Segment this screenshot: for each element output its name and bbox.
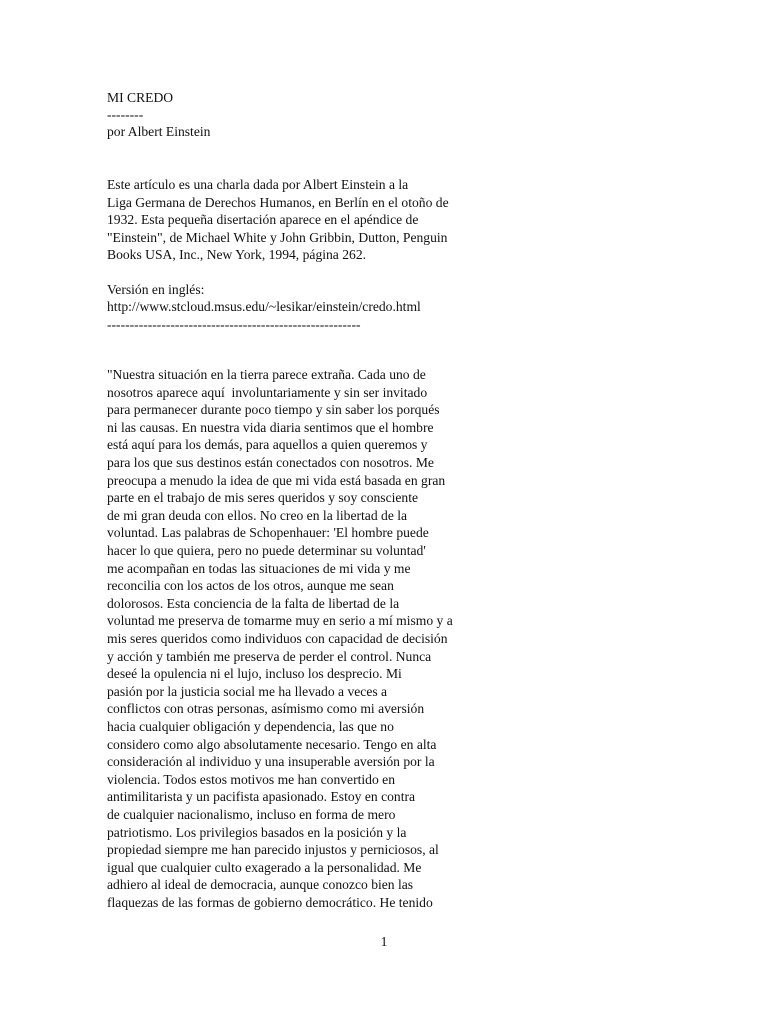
body-line: consideración al individuo y una insuperable aversión por la [107, 754, 435, 770]
body-line: nosotros aparece aquí involuntariamente y sin ser invitado [107, 384, 428, 400]
body-line: para permanecer durante poco tiempo y sin saber los porqués [107, 402, 440, 418]
english-version-url: http://www.stcloud.msus.edu/~lesikar/einstein/credo.html [107, 299, 421, 314]
author-line: por Albert Einstein [107, 124, 211, 139]
body-line: adhiero al ideal de democracia, aunque conozco bien las [107, 877, 414, 893]
intro-line: 1932. Esta pequeña disertación aparece en el apéndice de [107, 212, 419, 227]
body-line: patriotismo. Los privilegios basados en la posición y la [107, 824, 407, 840]
intro-line: Este artículo es una charla dada por Albert Einstein a la [107, 177, 409, 192]
body-line: reconcilia con los actos de los otros, aunque me sean [107, 578, 394, 594]
body-line: está aquí para los demás, para aquellos a quien queremos y [107, 437, 428, 453]
body-line: voluntad. Las palabras de Schopenhauer: 'El hombre puede [107, 525, 429, 541]
body-line: de mi gran deuda con ellos. No creo en la libertad de la [107, 507, 408, 523]
body-line: para los que sus destinos están conectados con nosotros. Me [107, 455, 434, 470]
body-line: "Nuestra situación en la tierra parece extraña. Cada uno de [107, 367, 426, 382]
body-line: ni las causas. En nuestra vida diaria sentimos que el hombre [107, 419, 434, 435]
body-line: preocupa a menudo la idea de que mi vida está basada en gran [107, 472, 446, 488]
body-line: hacer lo que quiera, pero no puede determinar su voluntad' [107, 543, 426, 558]
body-line: hacia cualquier obligación y dependencia, las que no [107, 719, 394, 734]
page-number: 1 [380, 934, 388, 949]
document-title: MI CREDO [107, 90, 174, 105]
body-line: violencia. Todos estos motivos me han convertido en [107, 771, 395, 787]
body-line: considero como algo absolutamente necesario. Tengo en alta [107, 736, 437, 752]
body-line: mis seres queridos como individuos con capacidad de decisión [107, 631, 448, 646]
body-line: y acción y también me preserva de perder el control. Nunca [107, 648, 432, 664]
english-version-label: Versión en inglés: [107, 282, 205, 297]
body-line: dolorosos. Esta conciencia de la falta de libertad de la [107, 595, 400, 611]
body-line: conflictos con otras personas, asímismo como mi aversión [107, 701, 425, 717]
intro-line: Books USA, Inc., New York, 1994, página 262. [107, 247, 367, 262]
intro-line: Liga Germana de Derechos Humanos, en Berlín en el otoño de [107, 194, 449, 210]
body-line: pasión por la justicia social me ha llevado a veces a [107, 683, 388, 699]
body-line: voluntad me preserva de tomarme muy en serio a mí mismo y a [107, 613, 453, 629]
body-line: deseé la opulencia ni el lujo, incluso los desprecio. Mi [107, 666, 402, 682]
body-line: parte en el trabajo de mis seres queridos y soy consciente [107, 490, 419, 506]
separator-rule: -------------------------------------------------------- [107, 317, 361, 332]
body-line: me acompañan en todas las situaciones de mi vida y me [107, 560, 411, 576]
body-line: igual que cualquier culto exagerado a la personalidad. Me [107, 859, 422, 875]
body-line: propiedad siempre me han parecido injustos y perniciosos, al [107, 842, 439, 858]
body-line: flaquezas de las formas de gobierno democrático. He tenido [107, 895, 433, 910]
title-rule: -------- [107, 107, 144, 122]
body-line: antimilitarista y un pacifista apasionado. Estoy en contra [107, 789, 416, 805]
body-line: de cualquier nacionalismo, incluso en forma de mero [107, 807, 396, 822]
intro-line: "Einstein", de Michael White y John Gribbin, Dutton, Penguin [107, 229, 448, 245]
